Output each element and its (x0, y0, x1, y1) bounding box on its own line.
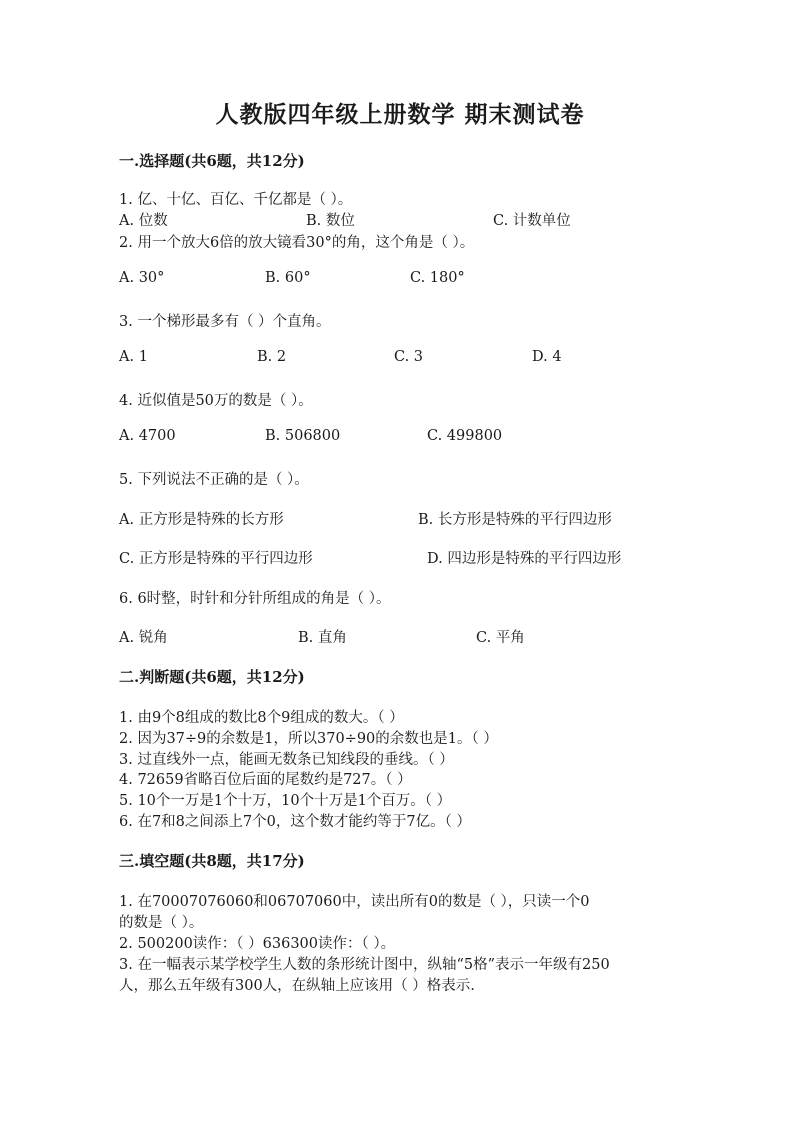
fill-question-2: 2. 500200读作：（ ）636300读作：（ ）。 (119, 936, 396, 952)
option-c: C. 正方形是特殊的平行四边形 (119, 551, 313, 567)
question-3: 3. 一个梯形最多有（ ）个直角。 (119, 314, 331, 330)
section-heading-judge: 二.判断题(共6题，共12分) (119, 668, 305, 686)
fill-question-1-line-1: 1. 在70007076060和06707060中，读出所有0的数是（ ），只读一个0 (119, 894, 590, 910)
question-5: 5. 下列说法不正确的是（ ）。 (119, 472, 309, 488)
fill-question-3-line-1: 3. 在一幅表示某学校学生人数的条形统计图中，纵轴“5格”表示一年级有250 (119, 957, 610, 973)
option-a: A. 1 (119, 349, 148, 365)
option-c: C. 180° (410, 270, 465, 286)
option-d: D. 四边形是特殊的平行四边形 (427, 551, 622, 567)
option-a: A. 30° (119, 270, 165, 286)
option-c: C. 计数单位 (493, 213, 571, 229)
option-b: B. 长方形是特殊的平行四边形 (418, 512, 612, 528)
option-a: A. 位数 (119, 213, 168, 229)
judge-item-1: 1. 由9个8组成的数比8个9组成的数大。（ ） (119, 710, 404, 726)
judge-item-5: 5. 10个一万是1个十万，10个十万是1个百万。（ ） (119, 793, 452, 809)
option-a: A. 4700 (119, 428, 176, 444)
question-2: 2. 用一个放大6倍的放大镜看30°的角，这个角是（ ）。 (119, 235, 475, 251)
judge-item-2: 2. 因为37÷9的余数是1，所以370÷90的余数也是1。（ ） (119, 731, 498, 747)
section-heading-fill: 三.填空题(共8题，共17分) (119, 852, 305, 870)
option-d: D. 4 (532, 349, 562, 365)
option-b: B. 数位 (306, 213, 355, 229)
section-heading-choice: 一.选择题(共6题，共12分) (119, 152, 305, 170)
question-4: 4. 近似值是50万的数是（ ）。 (119, 393, 313, 409)
option-b: B. 2 (257, 349, 287, 365)
option-c: C. 平角 (476, 630, 525, 646)
fill-question-3-line-2: 人，那么五年级有300人，在纵轴上应该用（ ）格表示. (119, 978, 475, 994)
option-b: B. 直角 (298, 630, 347, 646)
option-a: A. 正方形是特殊的长方形 (119, 512, 284, 528)
fill-question-1-line-2: 的数是（ ）。 (119, 915, 204, 931)
option-b: B. 60° (265, 270, 311, 286)
question-6: 6. 6时整，时针和分针所组成的角是（ ）。 (119, 591, 391, 607)
page-title: 人教版四年级上册数学 期末测试卷 (215, 101, 585, 128)
judge-item-4: 4. 72659省略百位后面的尾数约是727。（ ） (119, 772, 412, 788)
judge-item-3: 3. 过直线外一点，能画无数条已知线段的垂线。（ ） (119, 752, 454, 768)
option-c: C. 499800 (427, 428, 503, 444)
option-c: C. 3 (394, 349, 424, 365)
judge-item-6: 6. 在7和8之间添上7个0，这个数才能约等于7亿。（ ） (119, 814, 471, 830)
option-a: A. 锐角 (119, 630, 168, 646)
option-b: B. 506800 (265, 428, 341, 444)
question-1: 1. 亿、十亿、百亿、千亿都是（ ）。 (119, 192, 353, 208)
